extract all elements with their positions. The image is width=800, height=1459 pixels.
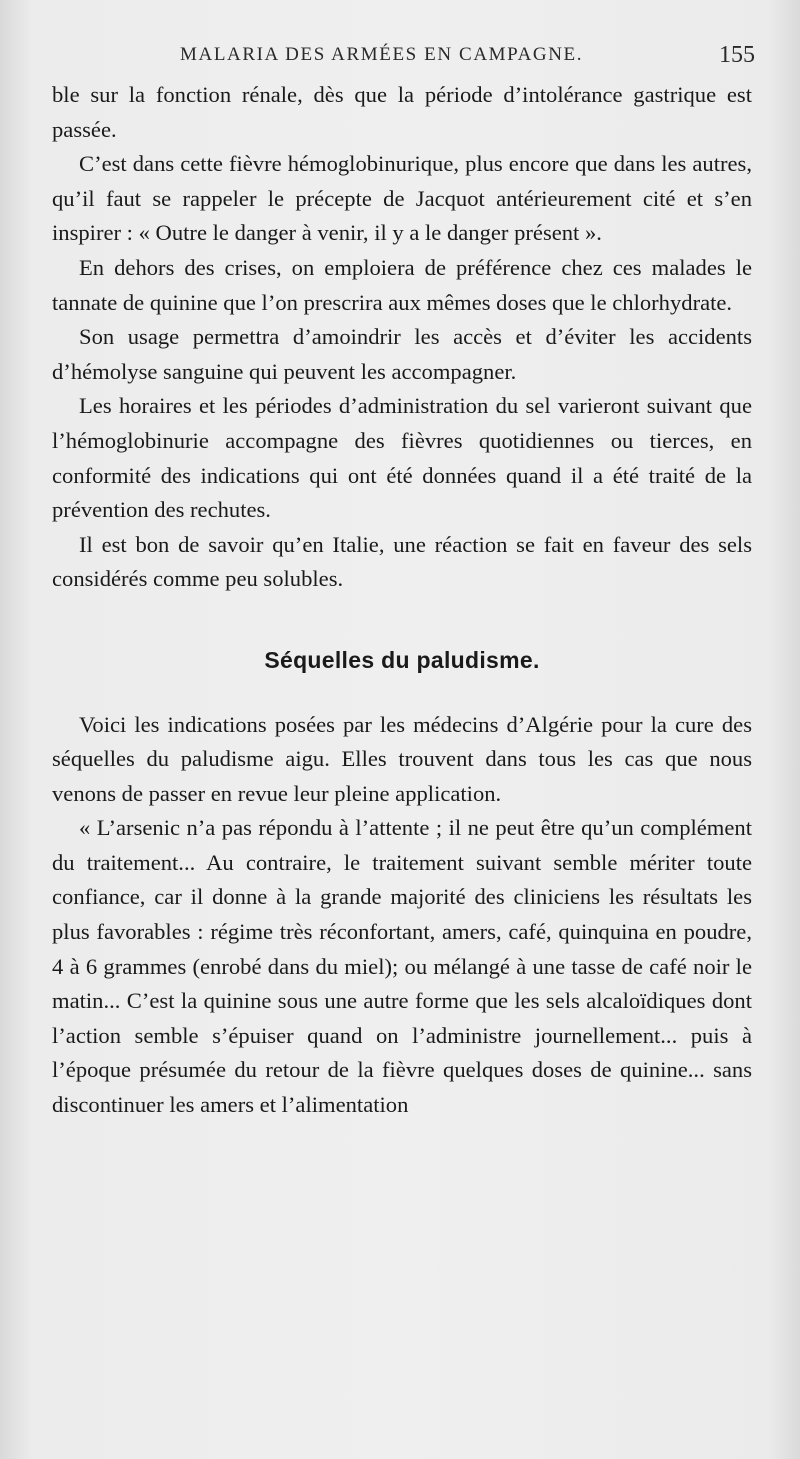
paragraph-continuation: ble sur la fonction rénale, dès que la période d’intolérance gastrique est passée. (52, 82, 752, 142)
paragraph-arsenic-quote: « L’arsenic n’a pas répondu à l’attente ; il ne peut être qu’un complément du traitement... Au contraire, le traitement suivant semble mériter toute confiance, car il donne à la grande majorité des cliniciens les résultats les plus favorables : régime très réconfortant, amers, café, quinquina en poudre, 4 à 6 grammes (enrobé dans du miel); ou mélangé à une tasse de café noir le matin... C’est la quinine sous une autre forme que les sels alcaloïdiques dont l’action semble s’épuiser quand on l’administre journellement... puis à l’époque présumée du retour de la fièvre quelques doses de quinine... sans discontinuer les amers et l’alimentation (52, 815, 752, 1118)
paragraph-dosing-schedule: Les horaires et les périodes d’administration du sel varieront suivant que l’hémoglobinurie accompagne des fièvres quotidiennes ou tierces, en conformité des indications qui ont été données quand il a été traité de la prévention des rechutes. (52, 393, 752, 523)
section-heading: Séquelles du paludisme. (264, 646, 540, 673)
page-number: 155 (719, 42, 755, 68)
paragraph-algeria-indications: Voici les indications posées par les médecins d’Algérie pour la cure des séquelles du paludisme aigu. Elles trouvent dans tous les cas que nous venons de passer en revue leur pleine application. (52, 711, 752, 806)
running-title: MALARIA DES ARMÉES EN CAMPAGNE. (180, 44, 584, 65)
body-text (52, 78, 752, 1123)
paragraph-usage: Son usage permettra d’amoindrir les accès et d’éviter les accidents d’hémolyse sanguine qui peuvent les accompagner. (52, 324, 752, 384)
running-head (55, 42, 755, 70)
paragraph-italy: Il est bon de savoir qu’en Italie, une réaction se fait en faveur des sels considérés comme peu solubles. (52, 531, 752, 592)
paragraph-hemoglobinuric-fever: C’est dans cette fièvre hémoglobinurique, plus encore que dans les autres, qu’il faut se rappeler le précepte de Jacquot antérieurement cité et s’en inspirer : « Outre le danger à venir, il y a le danger présent ». (52, 151, 752, 246)
paragraph-quinine-tannate: En dehors des crises, on emploiera de préférence chez ces malades le tannate de quinine que l’on prescrira aux mêmes doses que le chlorhydrate. (52, 254, 752, 315)
